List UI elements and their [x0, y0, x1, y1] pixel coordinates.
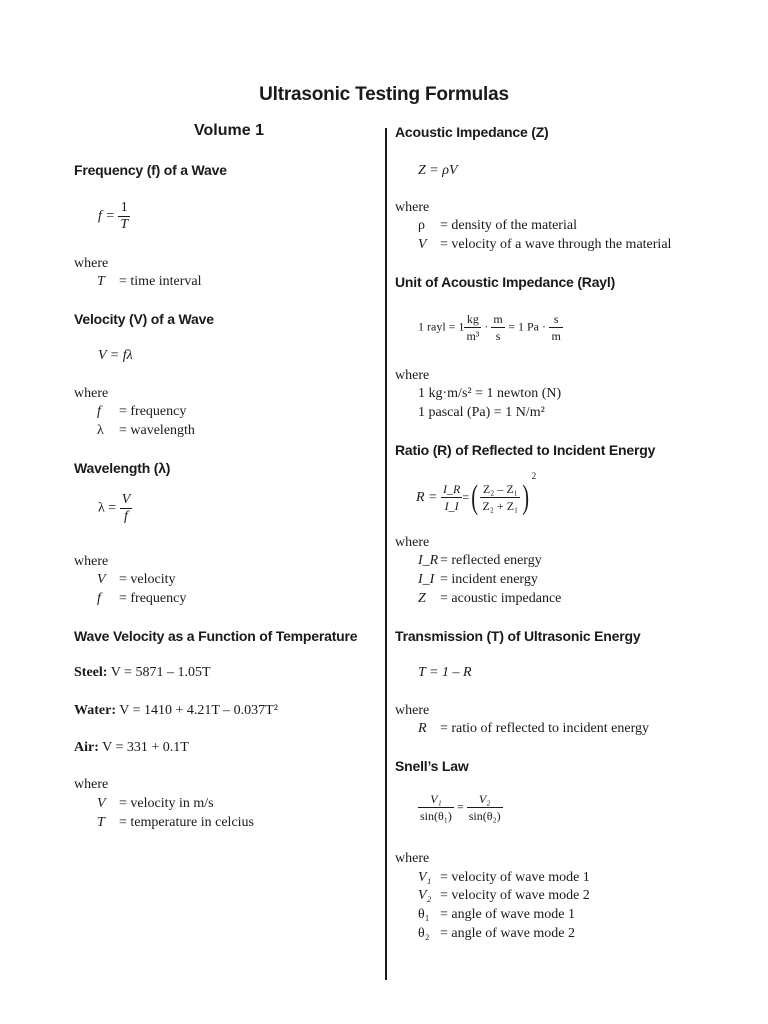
rayl-s: s [495, 329, 501, 343]
def-desc: = angle of wave mode 1 [440, 907, 576, 922]
water-formula-text: V = 1410 + 4.21T – 0.037T² [119, 703, 278, 718]
temperature-def [97, 796, 214, 812]
def-symbol: ρ [418, 218, 425, 233]
wavelength-formula-num: V [121, 492, 131, 507]
wavelength-formula-lhs: λ = [98, 500, 117, 516]
impedance-def [418, 237, 671, 253]
snell-den1: sin(θ₁) [420, 809, 452, 823]
steel-formula-text: V = 5871 – 1.05T [110, 665, 211, 680]
ratio-num1: I_R [443, 482, 461, 497]
wavelength-def [97, 591, 186, 607]
snell-heading: Snell’s Law [395, 758, 469, 774]
impedance-where: where [395, 200, 430, 215]
velocity-def [97, 423, 195, 439]
def-symbol: T [97, 274, 105, 289]
ratio-heading: Ratio (R) of Reflected to Incident Energy [395, 442, 656, 458]
def-desc: = velocity of a wave through the material [440, 237, 672, 252]
def-symbol: θ₁ [418, 907, 430, 922]
frequency-formula-num: 1 [118, 200, 130, 217]
def-desc: = temperature in celcius [119, 815, 255, 830]
def-desc: = density of the material [440, 218, 577, 233]
page-title: Ultrasonic Testing Formulas [259, 84, 509, 105]
def-symbol: V [97, 796, 106, 811]
def-symbol: T [97, 815, 105, 830]
wavelength-def [97, 572, 176, 588]
def-symbol: λ [97, 423, 104, 438]
def-symbol: V [97, 572, 106, 587]
frequency-formula [98, 200, 130, 233]
def-symbol: R [418, 721, 427, 736]
ratio-den2: Z₂ + Z₁ [482, 499, 519, 514]
snell-num1: V₁ [418, 791, 454, 808]
rayl-kg: kg [464, 311, 481, 328]
def-desc: = incident energy [440, 572, 538, 587]
wavelength-formula-den: f [124, 509, 128, 524]
ratio-def [418, 591, 561, 607]
steel-label: Steel: [74, 665, 108, 680]
transmission-formula: T = 1 – R [418, 665, 472, 680]
def-desc: = frequency [119, 591, 187, 606]
def-symbol: f [97, 591, 101, 606]
ratio-formula: R = $\frac{I\_R}{I\_I}$ =( $\frac{\text{Z₂ – Z₁}}{\text{Z₂ + Z₁}}$ )$^2$ [416, 471, 537, 516]
rayl-mid: = 1 Pa · [508, 319, 546, 334]
frequency-where: where [74, 256, 109, 271]
def-desc: = angle of wave mode 2 [440, 926, 576, 941]
snell-def [418, 870, 590, 886]
velocity-heading: Velocity (V) of a Wave [74, 311, 214, 327]
def-symbol: V₂ [418, 888, 432, 903]
def-symbol: V₁ [418, 870, 432, 885]
wavelength-formula [98, 492, 132, 525]
column-divider [385, 128, 387, 980]
def-desc: = velocity of wave mode 1 [440, 870, 590, 885]
temperature-def [97, 815, 254, 831]
def-symbol: I_I [418, 572, 435, 587]
impedance-heading: Acoustic Impedance (Z) [395, 124, 549, 140]
snell-def [418, 926, 575, 942]
def-symbol: f [97, 404, 101, 419]
wavelength-where: where [74, 554, 109, 569]
snell-def [418, 907, 575, 923]
air-formula [74, 740, 189, 756]
frequency-heading: Frequency (f) of a Wave [74, 162, 227, 178]
def-desc: = ratio of reflected to incident energy [440, 721, 649, 736]
velocity-where: where [74, 386, 109, 401]
rayl-s2: s [549, 311, 562, 328]
def-desc: = wavelength [119, 423, 195, 438]
def-desc: = velocity in m/s [119, 796, 214, 811]
def-desc: = time interval [119, 274, 202, 289]
rayl-m2: m [551, 329, 561, 343]
rayl-formula: 1 rayl = 1 $\frac{kg}{\text{m³}}$ · $\frac{m}{s}$ = 1 Pa · $\frac{s}{m}$ [418, 312, 561, 343]
steel-formula [74, 665, 211, 681]
rayl-heading: Unit of Acoustic Impedance (Rayl) [395, 274, 616, 290]
def-symbol: θ₂ [418, 926, 430, 941]
snell-den2: sin(θ₂) [468, 809, 501, 823]
ratio-where: where [395, 535, 430, 550]
frequency-def [97, 274, 202, 290]
def-desc: = acoustic impedance [440, 591, 562, 606]
rayl-where: where [395, 368, 430, 383]
snell-formula: $\frac{\text{V₁}}{\text{sin(θ₁)}}$ = $\frac{\text{V₂}}{\text{sin(θ₂)}}$ [420, 792, 501, 823]
ratio-lhs: R = [416, 490, 438, 505]
rayl-m3: m³ [466, 329, 480, 343]
impedance-def [418, 218, 577, 234]
transmission-where: where [395, 703, 430, 718]
frequency-formula-lhs: f = [98, 208, 115, 224]
air-formula-text: V = 331 + 0.1T [102, 740, 189, 755]
snell-num2: V₂ [467, 791, 503, 808]
air-label: Air: [74, 740, 99, 755]
velocity-def [97, 404, 186, 420]
impedance-formula: Z = ρV [418, 163, 458, 178]
snell-def [418, 888, 590, 904]
def-symbol: I_R [418, 553, 439, 568]
snell-where: where [395, 851, 430, 866]
def-desc: = velocity [119, 572, 176, 587]
wavelength-heading: Wavelength (λ) [74, 460, 171, 476]
water-label: Water: [74, 703, 116, 718]
rayl-m: m [493, 312, 503, 326]
def-desc: = reflected energy [440, 553, 542, 568]
temperature-where: where [74, 777, 109, 792]
def-desc: = velocity of wave mode 2 [440, 888, 590, 903]
frequency-formula-den: T [120, 217, 129, 232]
rayl-lhs: 1 rayl = 1 [418, 319, 465, 334]
transmission-heading: Transmission (T) of Ultrasonic Energy [395, 628, 641, 644]
def-desc: = frequency [119, 404, 187, 419]
velocity-formula: V = fλ [98, 348, 133, 363]
rayl-line: 1 kg·m/s² = 1 newton (N) [418, 386, 562, 401]
rayl-line: 1 pascal (Pa) = 1 N/m² [418, 405, 545, 420]
def-symbol: V [418, 237, 427, 252]
def-symbol: Z [418, 591, 426, 606]
ratio-num2: Z₂ – Z₁ [480, 481, 520, 498]
temperature-heading: Wave Velocity as a Function of Temperature [74, 628, 358, 644]
volume-label: Volume 1 [194, 122, 264, 139]
ratio-def [418, 572, 538, 588]
ratio-power: 2 [531, 471, 537, 481]
ratio-def [418, 553, 542, 569]
transmission-def [418, 721, 649, 737]
ratio-den1: I_I [444, 499, 459, 514]
water-formula [74, 703, 278, 719]
